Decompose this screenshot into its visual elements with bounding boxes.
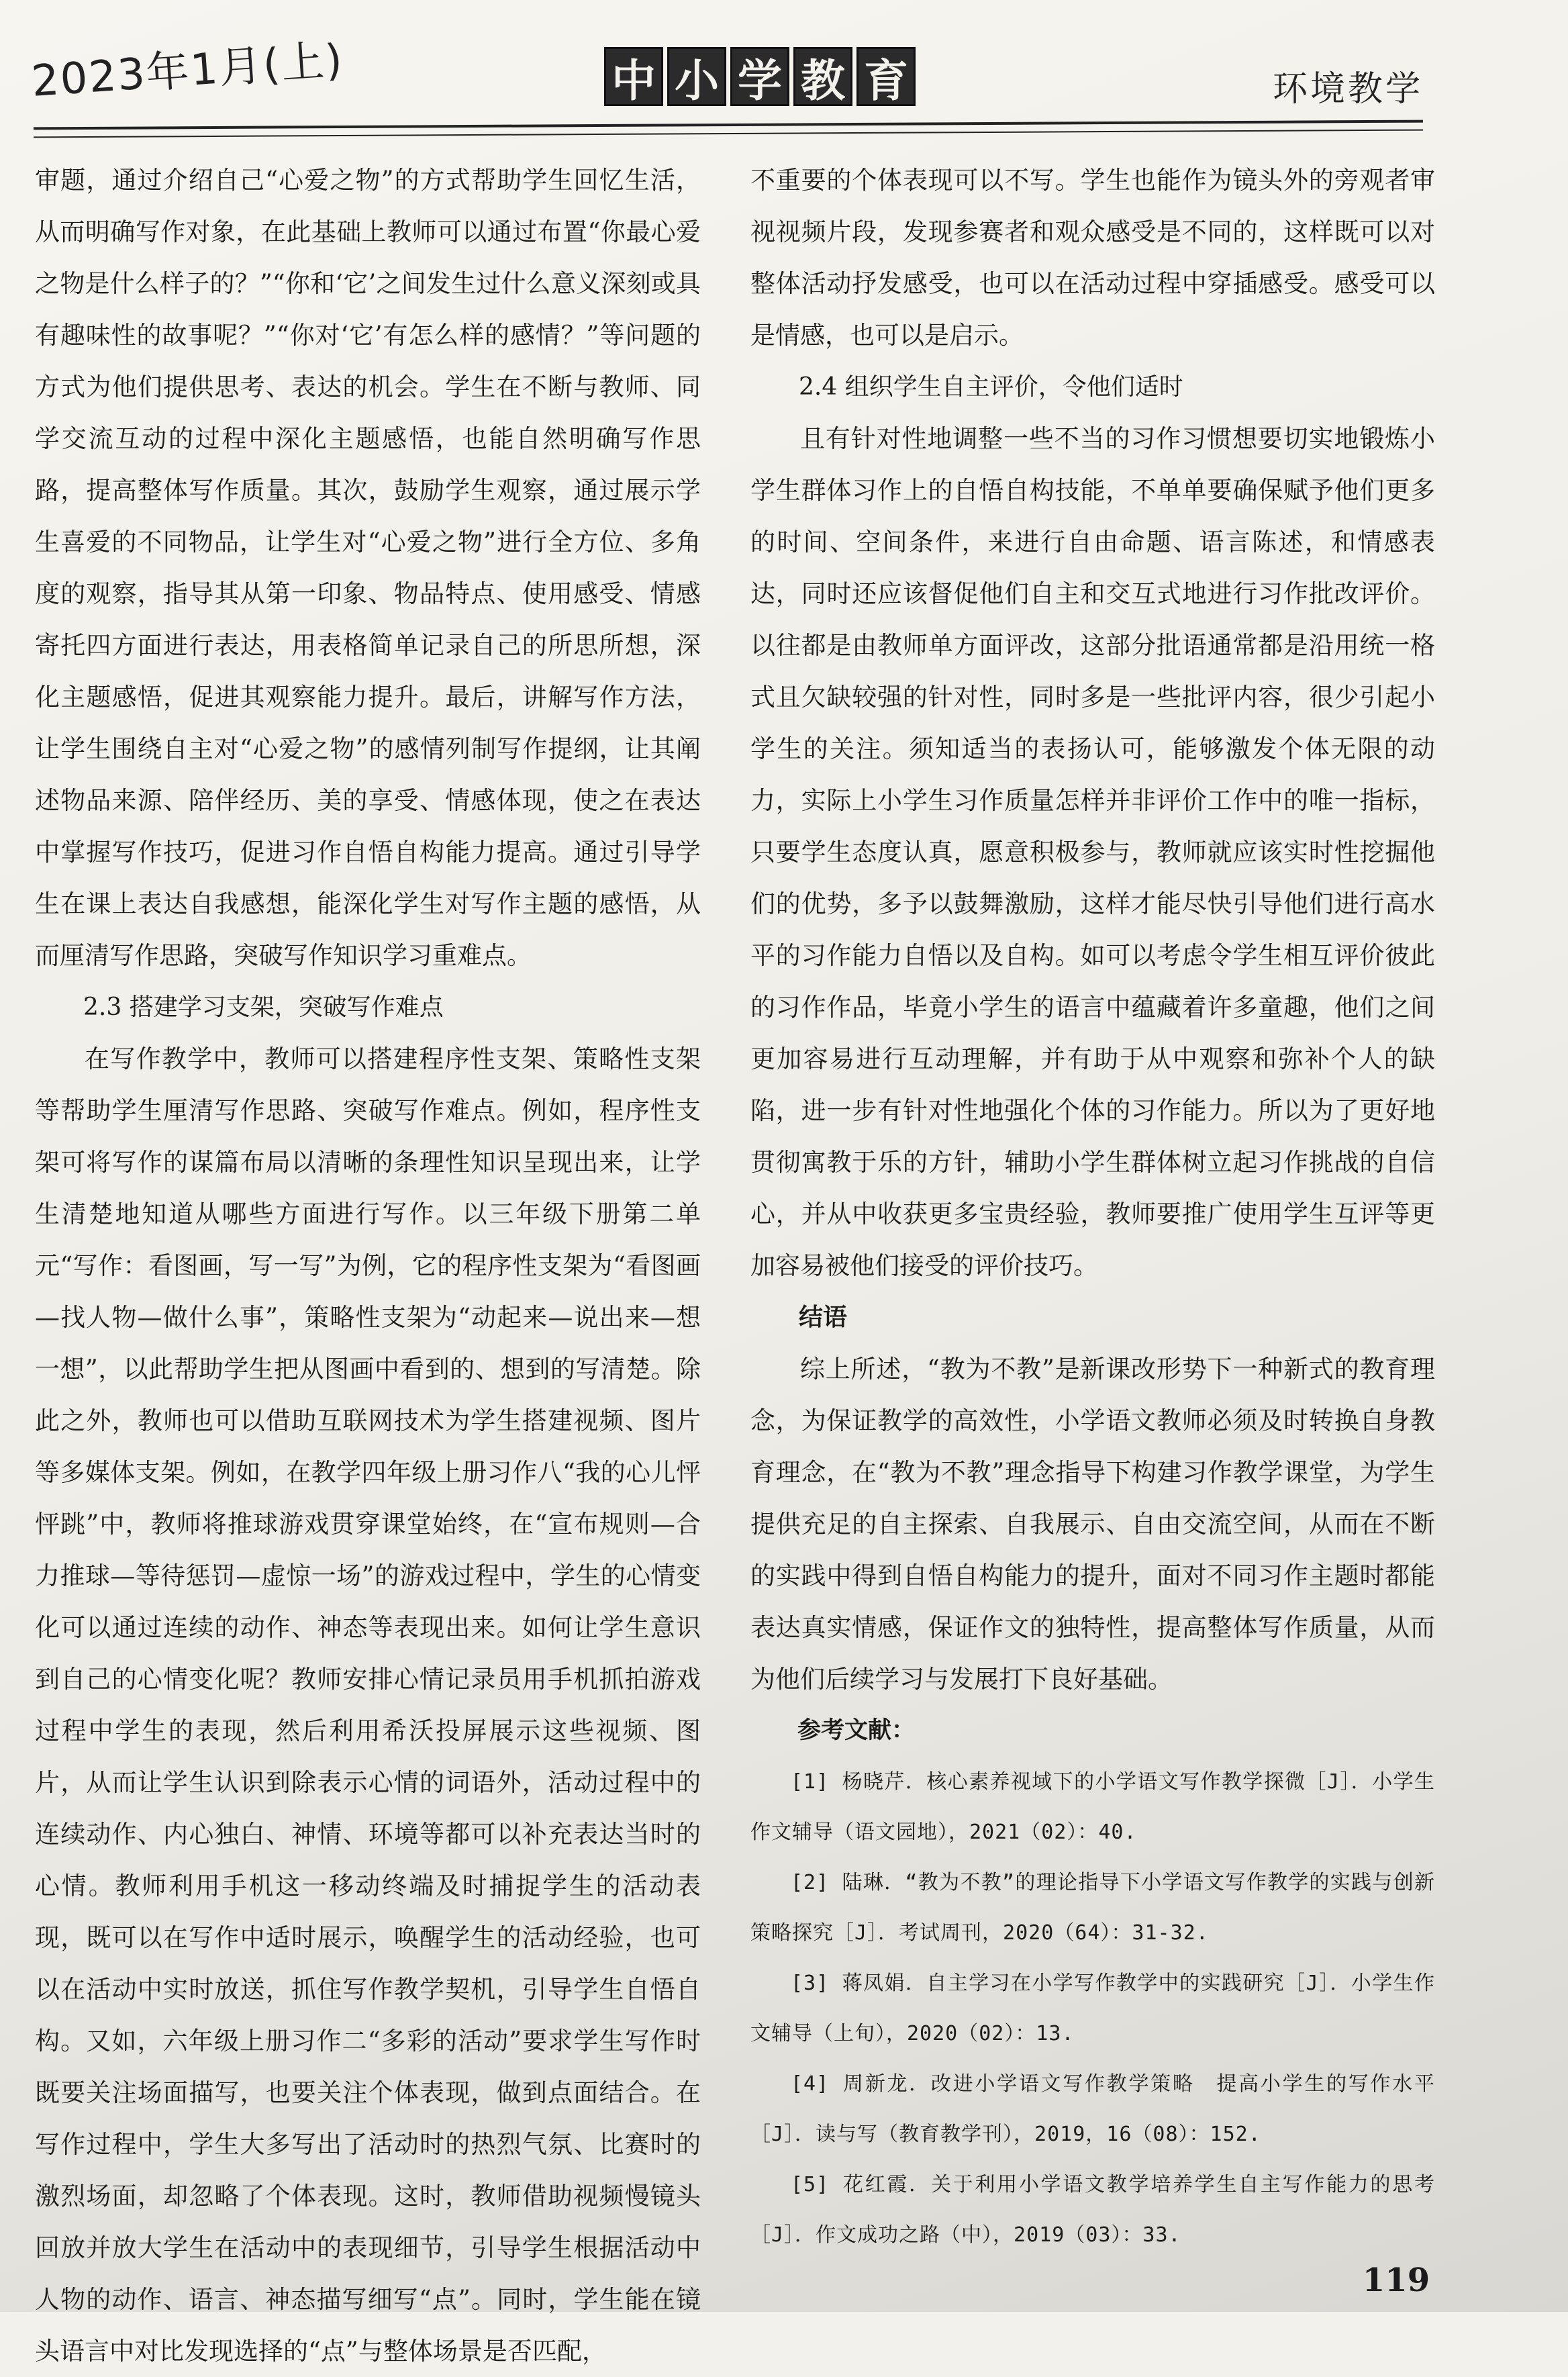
page-number-text: 119	[1362, 2262, 1430, 2299]
reference-item: [4] 周新龙．改进小学语文写作教学策略 提高小学生的写作水平［J］．读与写（教育教学刊），2019，16（08）：152.	[750, 2072, 1435, 2146]
section-heading: 2.3 搭建学习支架，突破写作难点	[83, 993, 444, 1021]
section-name: 环境教学	[1272, 69, 1423, 109]
body-paragraph: 且有针对性地调整一些不当的习作习惯想要切实地锻炼小学生群体习作上的自悟自构技能，不单单要确保赋予他们更多的时间、空间条件，来进行自由命题、语言陈述，和情感表达，同时还应该督促他们自主和交互式地进行习作批改评价。以往都是由教师单方面评改，这部分批语通常都是沿用统一格式且欠缺较强的针对性，同时多是一些批评内容，很少引起小学生的关注。须知适当的表扬认可，能够激发个体无限的动力，实际上小学生习作质量怎样并非评价工作中的唯一指标，只要学生态度认真，愿意积极参与，教师就应该实时性挖掘他们的优势，多予以鼓舞激励，这样才能尽快引导他们进行高水平的习作能力自悟以及自构。如可以考虑令学生相互评价彼此的习作作品，毕竟小学生的语言中蕴藏着许多童趣，他们之间更加容易进行互动理解，并有助于从中观察和弥补个人的缺陷，进一步有针对性地强化个体的习作能力。所以为了更好地贯彻寓教于乐的方针，辅助小学生群体树立起习作挑战的自信心，并从中收获更多宝贵经验，教师要推广使用学生互评等更加容易被他们接受的评价技巧。	[750, 424, 1435, 1280]
body-paragraph: 在写作教学中，教师可以搭建程序性支架、策略性支架等帮助学生厘清写作思路、突破写作难点。例如，程序性支架可将写作的谋篇布局以清晰的条理性知识呈现出来，让学生清楚地知道从哪些方面进行写作。以三年级下册第二单元“写作：看图画，写一写”为例，它的程序性支架为“看图画—找人物—做什么事”，策略性支架为“动起来—说出来—想一想”，以此帮助学生把从图画中看到的、想到的写清楚。除此之外，教师也可以借助互联网技术为学生搭建视频、图片等多媒体支架。例如，在教学四年级上册习作八“我的心儿怦怦跳”中，教师将推球游戏贯穿课堂始终，在“宣布规则—合力推球—等待惩罚—虚惊一场”的游戏过程中，学生的心情变化可以通过连续的动作、神态等表现出来。如何让学生意识到自己的心情变化呢？教师安排心情记录员用手机抓拍游戏过程中学生的表现，然后利用希沃投屏展示这些视频、图片，从而让学生认识到除表示心情的词语外，活动过程中的连续动作、内心独白、神情、环境等都可以补充表达当时的心情。教师利用手机这一移动终端及时捕捉学生的活动表现，既可以在写作中适时展示，唤醒学生的活动经验，也可以在活动中实时放送，抓住写作教学契机，引导学生自悟自构。又如，六年级上册习作二“多彩的活动”要求学生写作时既要关注场面描写，也要关注个体表现，做到点面结合。在写作过程中，学生大多写出了活动时的热烈气氛、比赛时的激烈场面，却忽略了个体表现。这时，教师借助视频慢镜头回放并放大学生在活动中的表现细节，引导学生根据活动中人物的动作、语言、神态描写细写“点”。同时，学生能在镜头语言中对比发现选择的“点”与整体场景是否匹配，	[35, 1045, 701, 2366]
masthead-char: 学	[730, 47, 789, 106]
masthead-char: 教	[793, 47, 852, 106]
conclusion-paragraph: 综上所述，“教为不教”是新课改形势下一种新式的教育理念，为保证教学的高效性，小学语文教师必须及时转换自身教育理念，在“教为不教”理念指导下构建习作教学课堂，为学生提供充足的自主探索、自我展示、自由交流空间，从而在不断的实践中得到自悟自构能力的提升，面对不同习作主题时都能表达真实情感，保证作文的独特性，提高整体写作质量，从而为他们后续学习与发展打下良好基础。	[750, 1355, 1435, 1694]
conclusion-heading: 结语	[799, 1304, 848, 1331]
reference-item: [5] 花红霞．关于利用小学语文教学培养学生自主写作能力的思考［J］．作文成功之路（中），2019（03）：33.	[750, 2173, 1435, 2247]
reference-item: [2] 陆琳．“教为不教”的理论指导下小学语文写作教学的实践与创新策略探究［J］．考试周刊，2020（64）：31-32.	[750, 1871, 1435, 1945]
journal-masthead	[604, 47, 916, 106]
page-number	[1353, 2257, 1440, 2304]
masthead-char: 小	[667, 47, 726, 106]
issue-date: 2023年1月(上)	[30, 35, 346, 107]
reference-item: [3] 蒋凤娟．自主学习在小学写作教学中的实践研究［J］．小学生作文辅导（上旬），2020（02）：13.	[750, 1972, 1435, 2045]
references-heading: 参考文献：	[797, 1717, 916, 1744]
right-column	[750, 154, 1435, 2260]
reference-item: [1] 杨晓芹．核心素养视域下的小学语文写作教学探微［J］．小学生作文辅导（语文园地），2021（02）：40.	[750, 1770, 1435, 1844]
body-paragraph: 不重要的个体表现可以不写。学生也能作为镜头外的旁观者审视视频片段，发现参赛者和观众感受是不同的，这样既可以对整体活动抒发感受，也可以在活动过程中穿插感受。感受可以是情感，也可以是启示。	[750, 166, 1435, 350]
masthead-char: 中	[604, 47, 663, 106]
left-column	[35, 154, 701, 2377]
section-heading: 2.4 组织学生自主评价，令他们适时	[799, 373, 1183, 401]
masthead-char: 育	[856, 47, 916, 106]
body-paragraph: 审题，通过介绍自己“心爱之物”的方式帮助学生回忆生活，从而明确写作对象，在此基础上教师可以通过布置“你最心爱之物是什么样子的？”“你和‘它’之间发生过什么意义深刻或具有趣味性的故事呢？”“你对‘它’有怎么样的感情？”等问题的方式为他们提供思考、表达的机会。学生在不断与教师、同学交流互动的过程中深化主题感悟，也能自然明确写作思路，提高整体写作质量。其次，鼓励学生观察，通过展示学生喜爱的不同物品，让学生对“心爱之物”进行全方位、多角度的观察，指导其从第一印象、物品特点、使用感受、情感寄托四方面进行表达，用表格简单记录自己的所思所想，深化主题感悟，促进其观察能力提升。最后，讲解写作方法，让学生围绕自主对“心爱之物”的感情列制写作提纲，让其阐述物品来源、陪伴经历、美的享受、情感体现，使之在表达中掌握写作技巧，促进习作自悟自构能力提高。通过引导学生在课上表达自我感想，能深化学生对写作主题的感悟，从而厘清写作思路，突破写作知识学习重难点。	[35, 166, 701, 970]
